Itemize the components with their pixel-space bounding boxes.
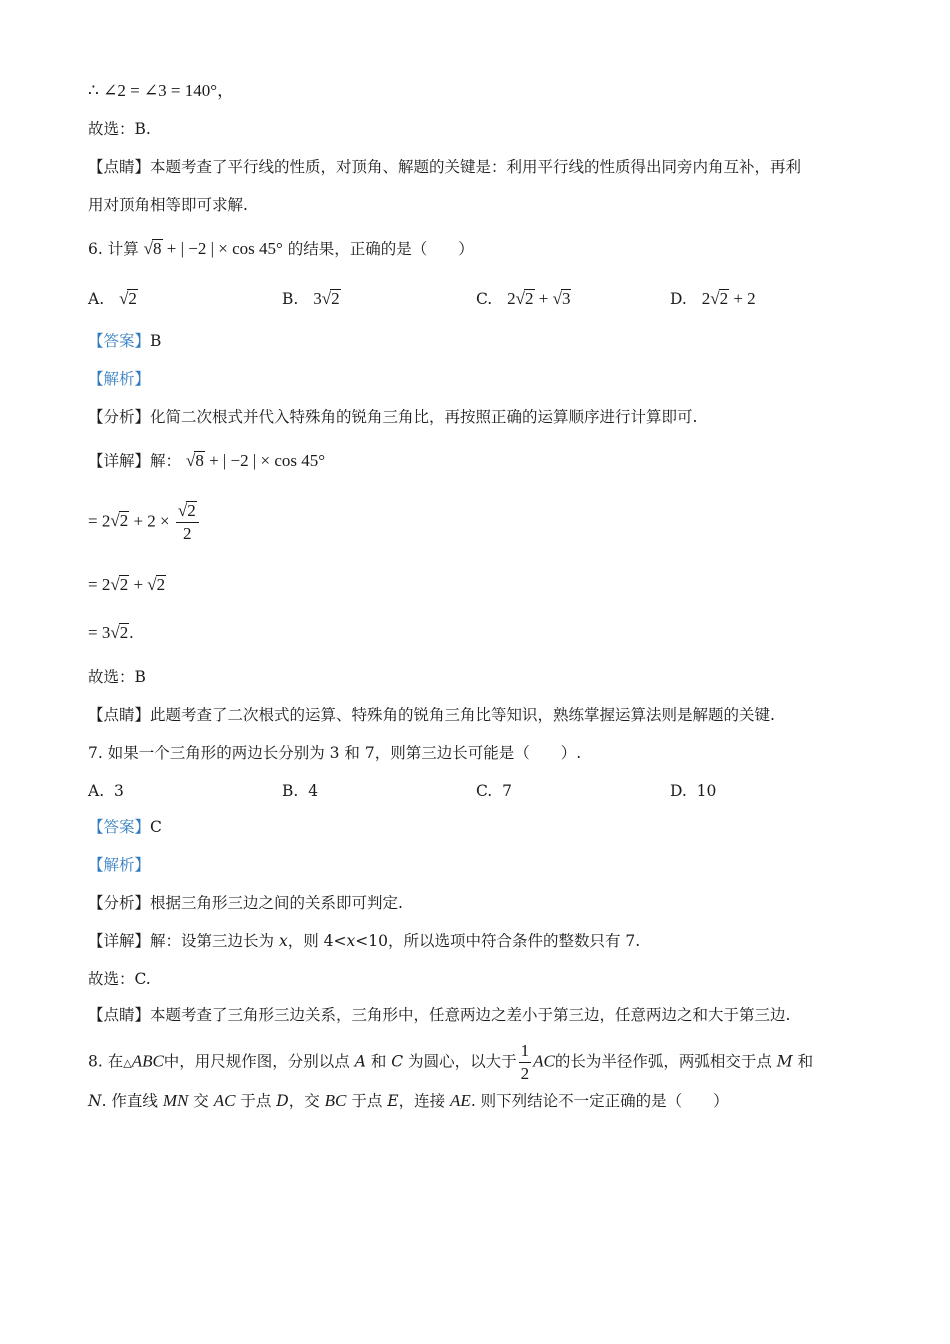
equals: = <box>170 81 181 100</box>
option-b[interactable] <box>282 780 318 802</box>
radicand: 8 <box>153 239 162 258</box>
detail-text: <10，所以选项中符合条件的整数只有 7. <box>355 932 641 950</box>
stem-text: 和 <box>792 1052 814 1071</box>
choice-line: 故选：B. <box>88 120 151 138</box>
radicand: 2 <box>331 289 340 308</box>
detail-label: 【详解】 <box>88 932 151 950</box>
point-d: D <box>276 1092 289 1110</box>
conclusion-line <box>88 80 234 102</box>
stem-text: 于点 <box>235 1092 277 1110</box>
denominator: 2 <box>520 1064 530 1083</box>
option-a[interactable]: A. √2 <box>88 289 137 308</box>
analysis-text: 化简二次根式并代入特殊角的锐角三角比，再按照正确的运算顺序进行计算即可. <box>150 408 698 426</box>
fraction: $\frac{√2}{2}$ <box>176 500 199 545</box>
equals: = <box>130 81 140 100</box>
comment-line <box>88 704 775 726</box>
segment-ac: AC <box>213 1091 236 1110</box>
analysis-text: 根据三角形三边之间的关系即可判定. <box>150 894 403 912</box>
choice-line: 故选：B <box>88 668 146 686</box>
comment-line-continued: 用对顶角相等即可求解. <box>88 196 248 214</box>
triangle-symbol: △ <box>123 1056 132 1070</box>
triangle-name: ABC <box>131 1051 164 1071</box>
option-c[interactable]: C. 2√2 + √3 <box>476 289 571 308</box>
analysis-tag: 【解析】 <box>88 370 151 388</box>
plus: + <box>133 575 144 594</box>
stem-text: ，连接 <box>398 1092 451 1110</box>
radicand: 2 <box>719 289 729 308</box>
step-1: = 2√2 + 2 × $\frac{√2}{2}$ <box>88 500 201 545</box>
question-suffix: 的结果，正确的是（ ） <box>287 240 474 258</box>
option-a[interactable] <box>88 780 124 802</box>
step-prefix: = 2 <box>88 511 111 531</box>
stem-text: 中，用尺规作图，分别以点 <box>163 1052 355 1071</box>
angle-3: ∠3 <box>143 81 167 100</box>
numerator: 1 <box>519 1040 532 1063</box>
point-c: C <box>391 1052 404 1071</box>
point-a: A <box>354 1052 366 1071</box>
detail-text: 解：设第三边长为 <box>150 932 279 950</box>
option-value: 10 <box>696 782 717 800</box>
step-2: = 2√2 + √2 <box>88 575 166 594</box>
answer-line <box>88 816 162 838</box>
question-number: 8. 在 <box>88 1052 124 1071</box>
coefficient: 3 <box>313 289 322 308</box>
stem-text: 为圆心，以大于 <box>403 1052 517 1071</box>
segment-bc: BC <box>324 1091 347 1110</box>
comment-text: 此题考查了二次根式的运算、特殊角的锐角三角比等知识，熟练掌握运算法则是解题的关键. <box>150 706 775 724</box>
answer-tag: 【答案】 <box>88 818 151 836</box>
variable-x: x <box>346 932 356 950</box>
segment-ae: AE <box>450 1091 471 1110</box>
option-label: B. <box>282 290 299 308</box>
stem-text: 交 <box>188 1092 214 1110</box>
option-b[interactable]: B. 3√2 <box>282 289 340 308</box>
stem-text: ，交 <box>288 1092 325 1110</box>
option-label: D. <box>670 782 687 800</box>
detail-line <box>88 930 640 952</box>
expression-rest: + | −2 | × cos 45° <box>209 451 326 470</box>
question-number: 6. 计算 <box>88 240 139 258</box>
point-n: N <box>88 1092 102 1110</box>
angle-value: 140° <box>184 81 218 100</box>
answer-line <box>88 330 161 352</box>
option-value: 3 <box>113 782 124 800</box>
option-label: B. <box>282 782 299 800</box>
analysis-label: 【分析】 <box>88 894 151 912</box>
step-3: = 3√2. <box>88 623 134 642</box>
variable-x: x <box>278 932 288 950</box>
option-label: D. <box>670 290 687 308</box>
answer-tag: 【答案】 <box>88 332 151 350</box>
expression: √8 + | −2 | × cos 45° <box>143 239 283 258</box>
comment-tag: 【点睛】 <box>88 706 151 724</box>
comment-line <box>88 1004 790 1026</box>
radicand: 2 <box>119 575 129 594</box>
option-c[interactable] <box>476 780 512 802</box>
radicand: 2 <box>156 575 166 594</box>
radicand: 8 <box>195 451 204 470</box>
plus: + <box>538 289 549 308</box>
comment-line <box>88 156 801 178</box>
detail-label: 【详解】 <box>88 452 151 470</box>
option-d[interactable] <box>670 780 716 802</box>
point-e: E <box>387 1092 399 1110</box>
question-7-stem: 7. 如果一个三角形的两边长分别为 3 和 7，则第三边长可能是（ ）. <box>88 744 582 762</box>
radicand: 2 <box>525 289 534 308</box>
answer-value: C <box>150 818 162 836</box>
analysis-tag: 【解析】 <box>88 856 151 874</box>
stem-text: 的长为半径作弧，两弧相交于点 <box>554 1052 777 1071</box>
answer-value: B <box>150 332 162 350</box>
radicand: 2 <box>119 511 129 531</box>
question-6-stem <box>88 238 474 260</box>
comment-text: 本题考查了平行线的性质，对顶角、解题的关键是：利用平行线的性质得出同旁内角互补，再利 <box>150 158 802 176</box>
option-value: 7 <box>502 782 512 800</box>
option-label: A. <box>88 290 105 308</box>
analysis-line <box>88 406 697 428</box>
detail-text: ，则 4< <box>287 932 347 950</box>
stem-text: 和 <box>365 1052 392 1071</box>
coefficient: 2 <box>507 289 516 308</box>
comment-tag: 【点睛】 <box>88 1006 151 1024</box>
option-label: C. <box>476 290 493 308</box>
step-prefix: = 2 <box>88 575 111 594</box>
detail-prefix: 解： <box>150 452 182 470</box>
choice-line: 故选：C. <box>88 970 151 988</box>
comment-tag: 【点睛】 <box>88 158 151 176</box>
expression-rest: + | −2 | × cos 45° <box>166 239 283 258</box>
option-value: 4 <box>308 782 319 800</box>
radicand: 2 <box>187 501 196 520</box>
step-mid: + 2 × <box>133 511 170 531</box>
comma: ， <box>217 81 235 100</box>
period: . <box>129 623 134 642</box>
therefore-symbol: ∴ <box>88 81 99 100</box>
denominator: 2 <box>183 524 192 543</box>
detail-line: 【详解】解： √8 + | −2 | × cos 45° <box>88 451 326 470</box>
angle-2: ∠2 <box>103 81 126 100</box>
step-prefix: = 3 <box>88 623 111 642</box>
radicand: 2 <box>128 289 137 308</box>
question-8-stem-continued <box>88 1090 729 1112</box>
analysis-label: 【分析】 <box>88 408 151 426</box>
option-label: A. <box>88 782 105 800</box>
line-mn: MN <box>162 1091 189 1110</box>
stem-text: . 作直线 <box>101 1092 163 1110</box>
stem-text: 于点 <box>346 1092 388 1110</box>
option-label: C. <box>476 782 493 800</box>
point-m: M <box>776 1052 793 1071</box>
analysis-line <box>88 892 403 914</box>
coefficient: 2 <box>701 289 711 308</box>
option-d[interactable]: D. 2√2 + 2 <box>670 289 756 308</box>
stem-text: . 则下列结论不一定正确的是（ ） <box>470 1092 729 1110</box>
comment-text: 本题考查了三角形三边关系，三角形中，任意两边之差小于第三边，任意两边之和大于第三边. <box>150 1006 791 1024</box>
question-8-stem <box>88 1040 813 1085</box>
fraction-half <box>519 1040 532 1085</box>
tail: + 2 <box>733 289 756 308</box>
radicand: 2 <box>119 623 129 642</box>
radicand: 3 <box>561 289 571 308</box>
segment-ac: AC <box>533 1051 555 1071</box>
